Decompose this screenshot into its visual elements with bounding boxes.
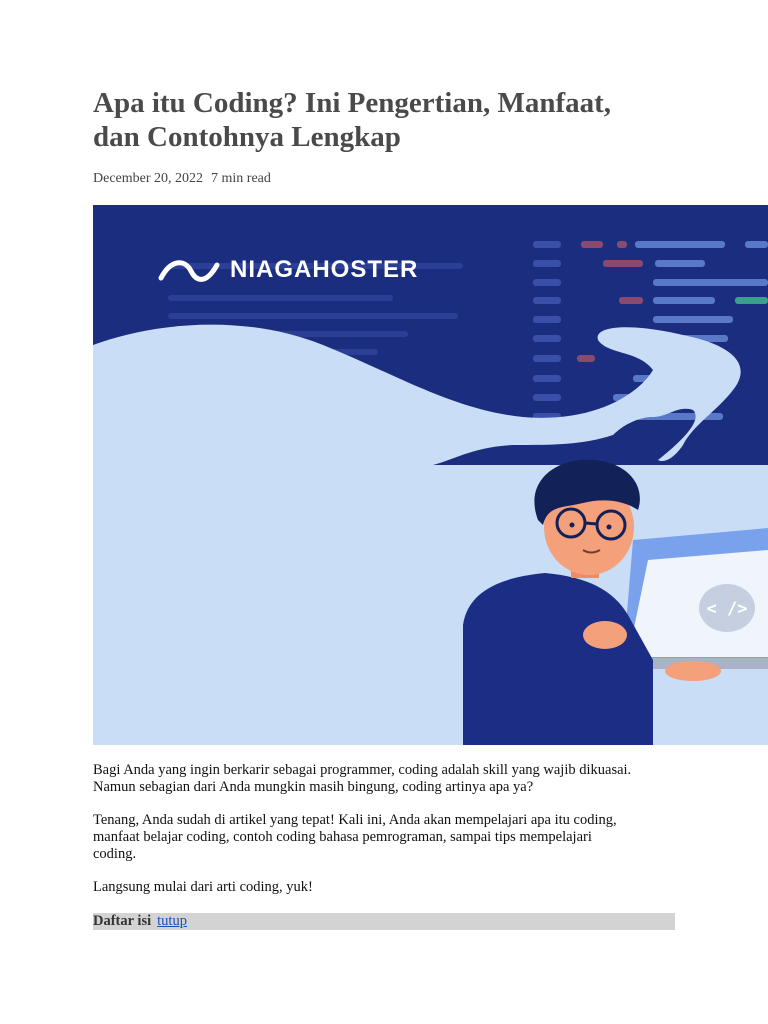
toc-toggle-link[interactable]: tutup: [157, 913, 187, 929]
intro-line-2: Namun sebagian dari Anda mungkin masih bingung, coding artinya apa ya?: [93, 779, 534, 795]
article-meta: [93, 171, 271, 187]
brand-name: NIAGAHOSTER: [230, 256, 419, 283]
third-paragraph: Langsung mulai dari arti coding, yuk!: [93, 879, 313, 895]
second-line-3: coding.: [93, 846, 137, 862]
article-title-line-2: dan Contohnya Lengkap: [93, 121, 401, 153]
table-of-contents-header: [93, 913, 675, 930]
article-title: [93, 86, 693, 154]
second-paragraph: [93, 812, 693, 863]
article-title-line-1: Apa itu Coding? Ini Pengertian, Manfaat,: [93, 87, 612, 119]
hand-left: [583, 621, 627, 649]
hand-right: [665, 661, 721, 681]
read-time: 7 min read: [211, 171, 271, 186]
second-line-1: Tenang, Anda sudah di artikel yang tepat! Kali ini, Anda akan mempelajari apa itu coding,: [93, 812, 617, 828]
intro-line-1: Bagi Anda yang ingin berkarir sebagai programmer, coding adalah skill yang wajib dikuasai.: [93, 762, 632, 778]
hero-illustration: [93, 205, 768, 745]
hero-image: [93, 205, 768, 745]
code-icon: < />: [706, 599, 748, 619]
publish-date: December 20, 2022: [93, 171, 204, 186]
second-line-2: manfaat belajar coding, contoh coding bahasa pemrograman, sampai tips mempelajari: [93, 829, 592, 845]
toc-label: Daftar isi: [93, 913, 152, 929]
intro-paragraph: [93, 762, 693, 796]
